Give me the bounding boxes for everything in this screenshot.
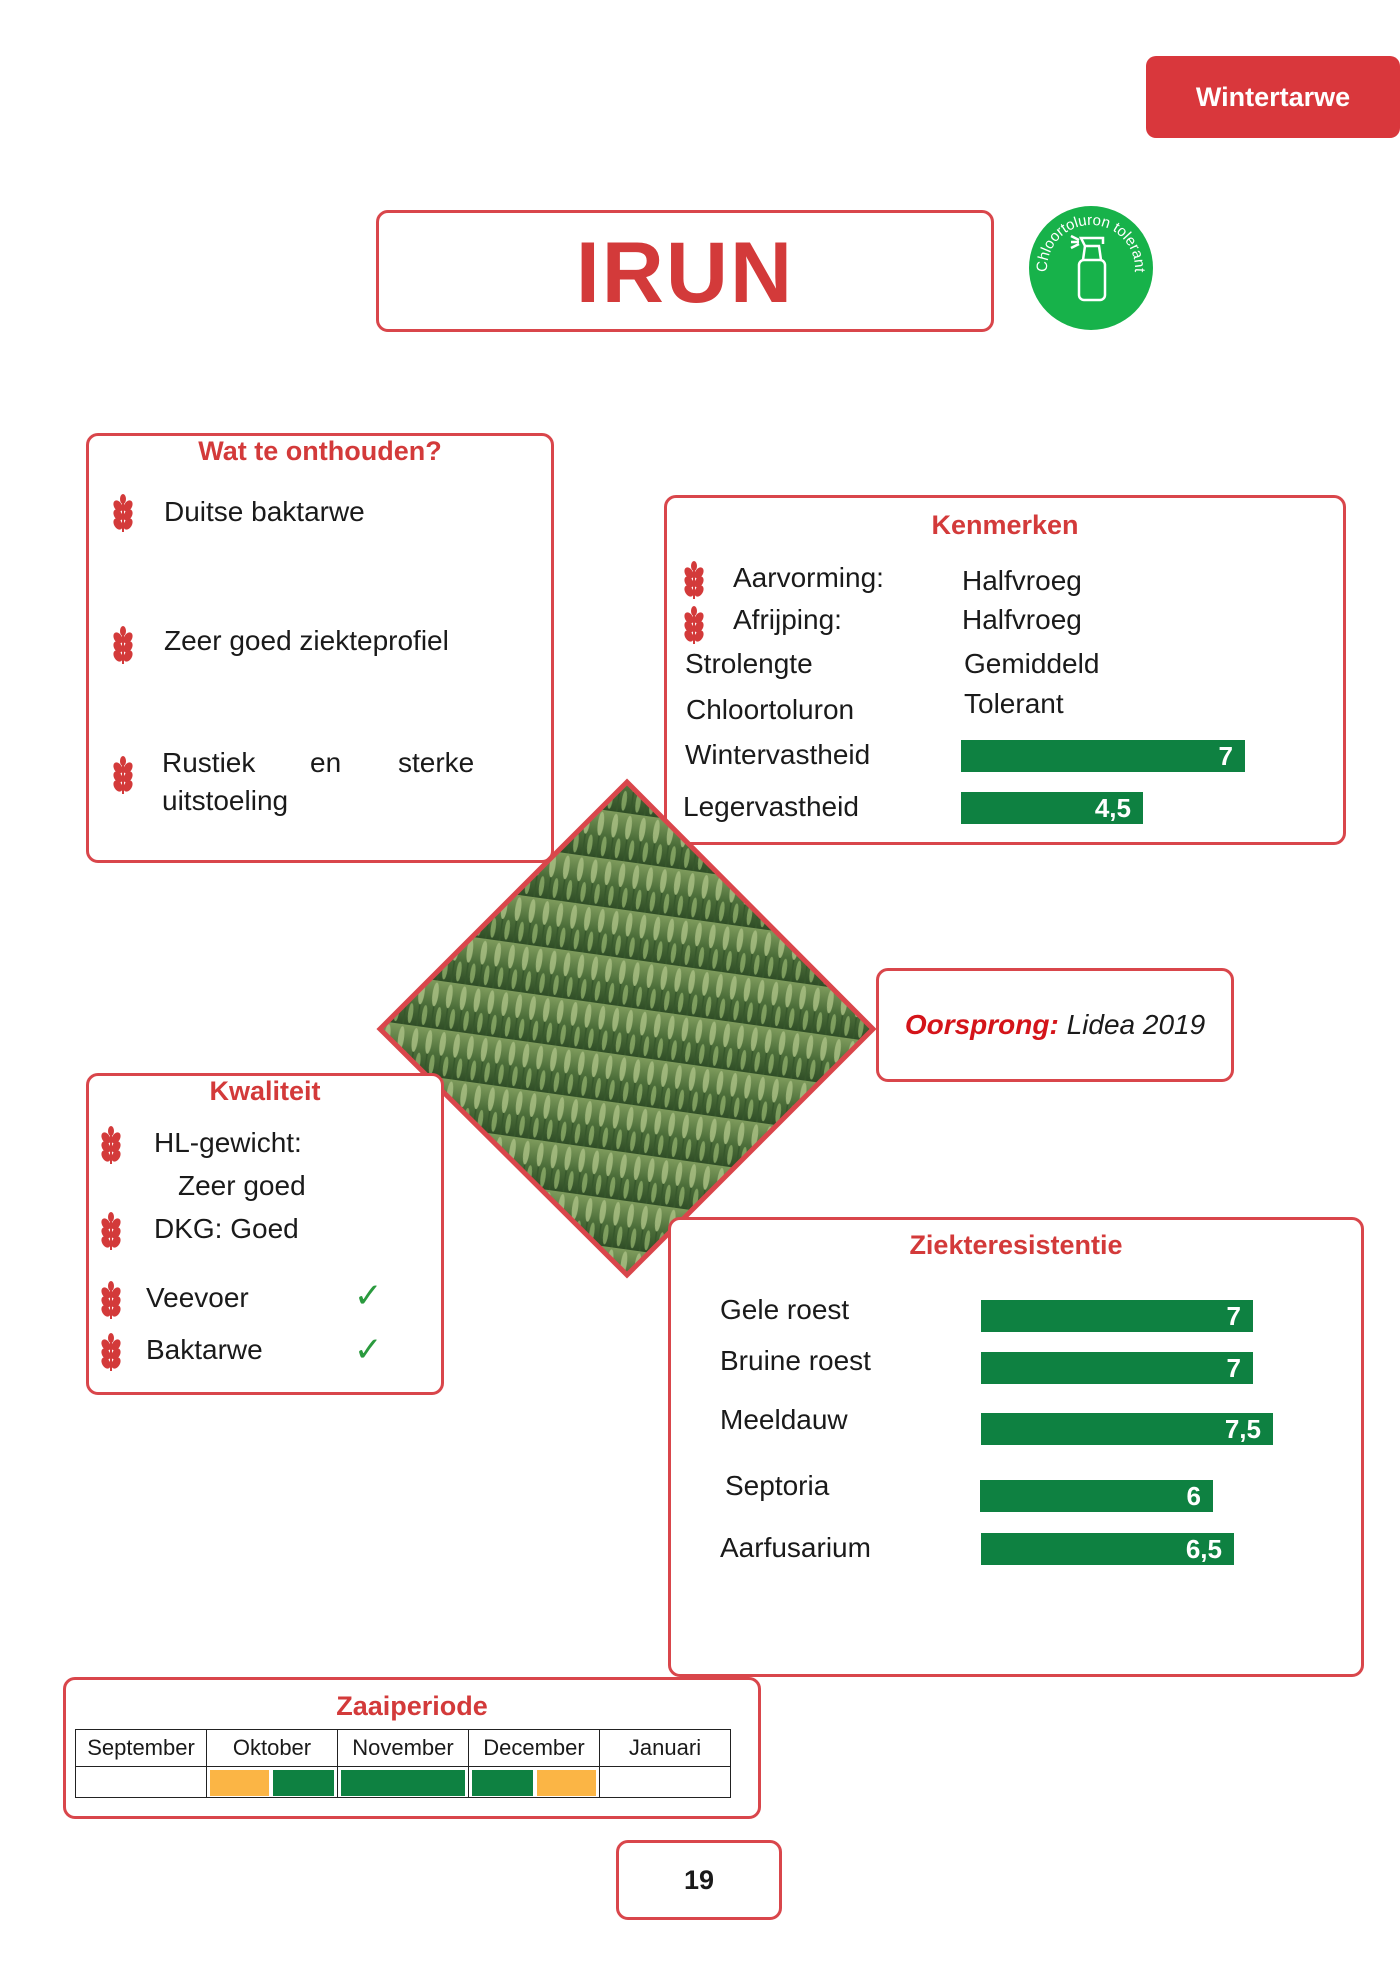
month-oktober: Oktober (207, 1730, 338, 1767)
origin-label: Oorsprong: (904, 1009, 1059, 1040)
wheat-ear-icon (100, 1281, 122, 1319)
remember-item-3-line-2: uitstoeling (162, 785, 289, 816)
wheat-ear-icon (100, 1212, 122, 1250)
period-marginal-segment (537, 1770, 596, 1796)
disease-bar-aarfusarium: 6,5 (981, 1533, 1234, 1565)
wheat-ear-icon (100, 1126, 122, 1164)
feature-label-afrijping: Afrijping: (733, 604, 842, 635)
wheat-field-photo (376, 778, 878, 1280)
month-september: September (76, 1730, 207, 1767)
category-tag (1146, 56, 1400, 138)
category-tag-label: Wintertarwe (1195, 82, 1351, 112)
disease-box (668, 1217, 1364, 1677)
quality-hl-label: HL-gewicht: (154, 1127, 302, 1158)
disease-label-aarfusarium: Aarfusarium (720, 1532, 871, 1563)
wheat-ear-icon (683, 561, 705, 599)
quality-title: Kwaliteit (209, 1076, 321, 1106)
month-januari: Januari (600, 1730, 731, 1767)
feature-value-chloortoluron: Tolerant (964, 688, 1064, 719)
variety-title-box (376, 210, 994, 332)
wheat-ear-icon (112, 756, 134, 794)
period-oktober (207, 1767, 338, 1798)
sowing-calendar (75, 1729, 731, 1798)
remember-item-1: Duitse baktarwe (164, 496, 365, 527)
badge-text: Chloortoluron tolerant (1033, 211, 1149, 273)
remember-item-3-word-1: Rustiek (162, 747, 256, 778)
check-icon: ✓ (354, 1277, 383, 1315)
disease-bar-gele-roest: 7 (981, 1300, 1253, 1332)
feature-label-aarvorming: Aarvorming: (733, 562, 884, 593)
feature-value-afrijping: Halfvroeg (962, 604, 1082, 635)
month-november: November (338, 1730, 469, 1767)
period-marginal-segment (210, 1770, 269, 1796)
disease-label-septoria: Septoria (725, 1470, 830, 1501)
variety-title: IRUN (575, 225, 795, 321)
period-optimal-segment (341, 1770, 465, 1796)
disease-bar-bruine-roest: 7 (981, 1352, 1253, 1384)
disease-bar-septoria: 6 (980, 1480, 1213, 1512)
remember-item-3-word-3: sterke (398, 747, 475, 778)
month-december: December (469, 1730, 600, 1767)
features-title: Kenmerken (931, 510, 1079, 540)
disease-title: Ziekteresistentie (909, 1230, 1123, 1260)
disease-label-meeldauw: Meeldauw (720, 1404, 848, 1435)
period-september (76, 1767, 207, 1798)
feature-label-legervastheid: Legervastheid (683, 791, 859, 822)
origin-value: Lidea 2019 (1066, 1009, 1206, 1040)
period-optimal-segment (273, 1770, 334, 1796)
quality-use-veevoer: Veevoer (146, 1282, 249, 1313)
page-number: 19 (683, 1865, 715, 1895)
remember-title: Wat te onthouden? (198, 436, 442, 466)
period-november (338, 1767, 469, 1798)
page-number-box (616, 1840, 782, 1920)
feature-label-strolengte: Strolengte (685, 648, 813, 679)
remember-item-3-word-2: en (310, 747, 342, 778)
disease-label-gele-roest: Gele roest (720, 1294, 850, 1325)
quality-hl-value: Zeer goed (178, 1170, 306, 1201)
sowing-title: Zaaiperiode (336, 1691, 488, 1721)
feature-label-wintervastheid: Wintervastheid (685, 739, 871, 770)
wheat-ear-icon (100, 1333, 122, 1371)
quality-use-baktarwe: Baktarwe (146, 1334, 263, 1365)
feature-value-strolengte: Gemiddeld (964, 648, 1100, 679)
origin-box (876, 968, 1234, 1082)
chloortoluron-tolerant-badge (1027, 204, 1155, 332)
wheat-ear-icon (112, 494, 134, 532)
period-januari (600, 1767, 731, 1798)
disease-bar-meeldauw: 7,5 (981, 1413, 1273, 1445)
remember-item-2: Zeer goed ziekteprofiel (164, 625, 449, 656)
period-december (469, 1767, 600, 1798)
check-icon: ✓ (354, 1331, 383, 1369)
disease-label-bruine-roest: Bruine roest (720, 1345, 871, 1376)
feature-bar-wintervastheid: 7 (961, 740, 1245, 772)
quality-dkg: DKG: Goed (154, 1213, 299, 1244)
wheat-ear-icon (683, 606, 705, 644)
wheat-ear-icon (112, 626, 134, 664)
feature-label-chloortoluron: Chloortoluron (686, 694, 855, 725)
feature-value-aarvorming: Halfvroeg (962, 565, 1082, 596)
period-optimal-segment (472, 1770, 533, 1796)
feature-bar-legervastheid: 4,5 (961, 792, 1143, 824)
